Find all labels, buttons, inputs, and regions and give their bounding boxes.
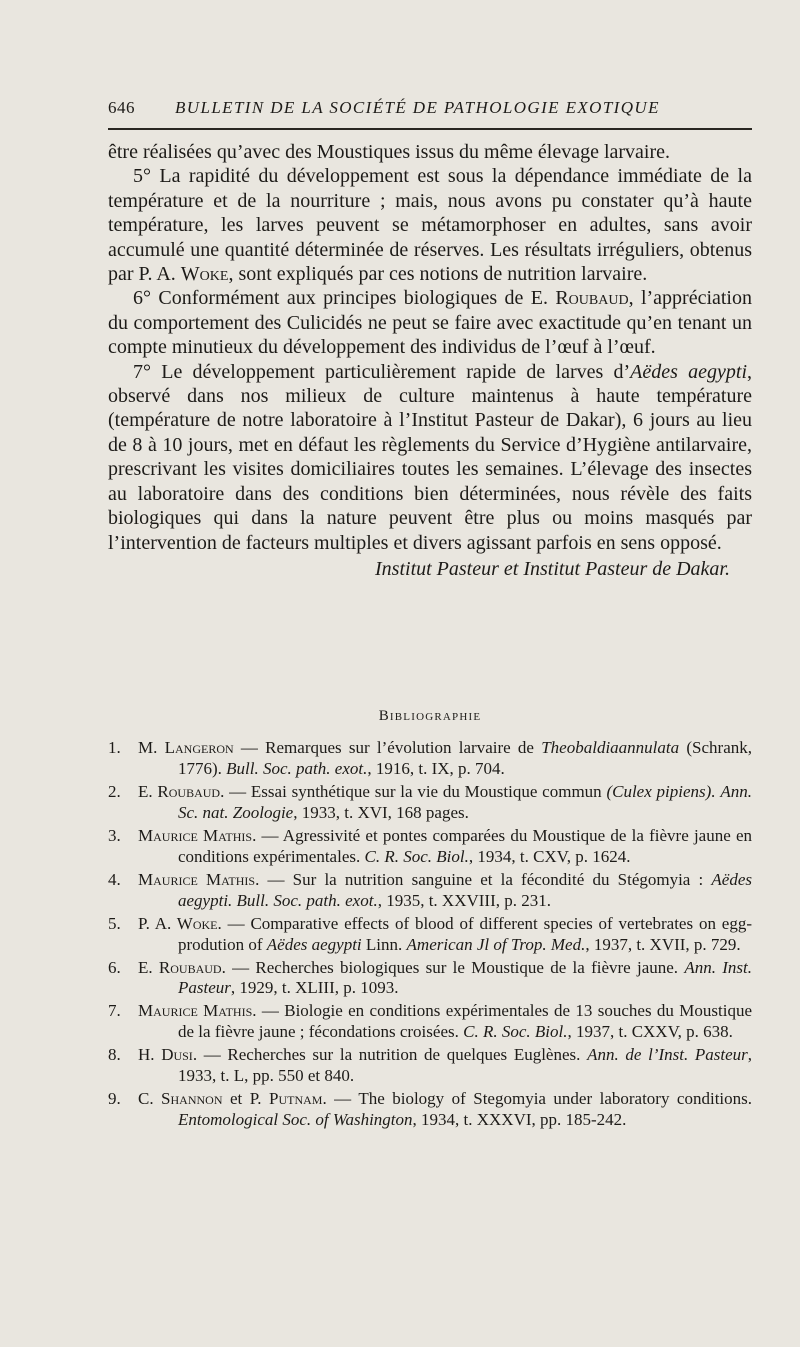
entry-text (138, 1001, 752, 1043)
entry-number: 7. (108, 1001, 121, 1021)
entry-number: 1. (108, 738, 121, 757)
entry-text (138, 1045, 752, 1087)
affiliation-signature: Institut Pasteur et Institut Pasteur de Dakar. (375, 557, 730, 580)
entry-source: Entomological Soc. of Washington (178, 1110, 413, 1130)
entry-author: Maurice Mathis (138, 1001, 253, 1021)
paragraph-7: 7° Le développement particulièrement rapide de larves d’Aëdes aegypti, observé dans nos milieux de culture maintenus à haute température (température de notre laboratoire à l’Institut Pasteur de Dakar), 6 jours au lieu de 8 à 10 jours, met en défaut les règlements du Service d’Hygiène antilarvaire, prescrivant les visites domiciliaires toutes les semaines. L’élevage des insectes au laboratoire dans des conditions bien déterminées, nous révèle des faits biologiques qui dans la nature peuvent être plus ou moins masqués par l’intervention de facteurs multiples et divers agissant parfois en sens opposé. (108, 360, 753, 554)
entry-fragment: , 1937, t. CXXV, p. 638. (567, 1022, 733, 1042)
entry-source: Ann. Inst. Pasteur (178, 957, 752, 998)
header-rule (108, 128, 752, 130)
entry-fragment: , 1934, t. CXV, p. 1624. (468, 846, 631, 866)
entry-source: C. R. Soc. Biol. (463, 1022, 568, 1042)
entry-fragment: Putnam (269, 1089, 323, 1109)
entry-number: 6. (108, 957, 121, 977)
bibliography-entry (108, 870, 752, 912)
entry-source: Bull. Soc. path. exot. (226, 758, 368, 778)
entry-fragment: , 1933, t. L, pp. 550 et 840. (178, 1045, 753, 1086)
bibliography-entry (108, 1045, 752, 1087)
running-header (108, 98, 752, 120)
entry-fragment: (Schrank, 1776). (178, 738, 752, 778)
entry-number: 2. (108, 781, 121, 801)
entry-author: Maurice Mathis (138, 869, 256, 889)
entry-text (138, 914, 752, 956)
entry-source: Ann. de l’Inst. Pasteur (587, 1045, 748, 1065)
bibliography-title: Bibliographie (378, 708, 482, 724)
entry-text (138, 958, 752, 1000)
entry-number: 3. (108, 825, 121, 845)
entry-fragment: . — Recherches biologiques sur le Moustique de la fièvre jaune. (221, 957, 685, 977)
entry-fragment: . — Sur la nutrition sanguine et la fécondité du Stégomyia : (255, 869, 712, 889)
entry-fragment: . — Recherches sur la nutrition de quelques Euglènes. (192, 1045, 588, 1065)
entry-author: H. Dusi (138, 1045, 193, 1065)
entry-fragment: . — The biology of Stegomyia under laboratory conditions. (322, 1089, 753, 1109)
entry-fragment: . — Biologie en conditions expérimentales de 13 souches du Moustique de la fièvre jaune ; fécondations croisées. (178, 1001, 752, 1042)
entry-fragment: , 1937, t. XVII, p. 729. (585, 934, 741, 954)
entry-source: American Jl of Trop. Med. (406, 934, 586, 954)
entry-source: Theobaldia (541, 738, 619, 757)
entry-fragment: , 1929, t. XLIII, p. 1093. (230, 978, 399, 998)
entry-author: Maurice Mathis (138, 825, 253, 845)
entry-fragment: . — Comparative effects of blood of different species of vertebrates on egg-prodution of (178, 913, 752, 954)
author-name: Roubaud (555, 287, 629, 310)
entry-text (138, 826, 752, 868)
journal-title: BULLETIN DE LA SOCIÉTÉ DE PATHOLOGIE EXOTIQUE (175, 98, 660, 117)
bibliography-entry (108, 958, 752, 1000)
bibliography-entry (108, 914, 752, 956)
bibliography-entry (108, 782, 752, 824)
entry-author: E. Roubaud (138, 781, 221, 801)
entry-fragment: , 1934, t. XXXVI, pp. 185-242. (412, 1110, 627, 1130)
bibliography-entry (108, 1001, 752, 1043)
entry-source: C. R. Soc. Biol. (364, 846, 469, 866)
entry-text (138, 870, 752, 912)
entry-fragment: , 1933, t. XVI, 168 pages. (293, 802, 469, 822)
entry-author: M. Langeron (138, 738, 234, 757)
entry-source: Ann. Sc. nat. Zoologie (178, 781, 752, 822)
entry-number: 9. (108, 1089, 121, 1109)
entry-source: Aëdes aegypti (266, 934, 362, 954)
entry-source: annulata (618, 738, 680, 757)
entry-source: (Culex pipiens). (606, 781, 716, 801)
bibliography-list (108, 738, 752, 1133)
entry-text (138, 1089, 752, 1131)
entry-author: P. A. Woke (138, 913, 218, 933)
entry-fragment: . — Essai synthétique sur la vie du Moustique commun (220, 781, 607, 801)
entry-text (138, 738, 752, 780)
entry-source: Aëdes aegypti. Bull. Soc. path. exot. (178, 869, 752, 910)
entry-text (138, 782, 752, 824)
entry-fragment: — Remarques sur l’évolution larvaire de (233, 738, 542, 757)
bibliography-entry (108, 738, 752, 780)
article-body (108, 140, 752, 581)
entry-fragment: et P. (222, 1089, 269, 1109)
entry-fragment: . — Agressivité et pontes comparées du Moustique de la fièvre jaune en conditions expérimentales. (178, 825, 752, 866)
entry-fragment: , 1935, t. XXVIII, p. 231. (377, 890, 551, 910)
paragraph-continuation: être réalisées qu’avec des Moustiques issus du même élevage larvaire. (108, 141, 671, 163)
bibliography-entry (108, 1089, 752, 1131)
entry-fragment: , 1916, t. IX, p. 704. (367, 758, 505, 778)
entry-fragment: Linn. (361, 934, 407, 954)
page-number: 646 (108, 98, 135, 117)
entry-number: 5. (108, 913, 121, 933)
paragraph-5: 5° La rapidité du développement est sous la dépendance immédiate de la température et de la nourriture ; mais, nous avons pu constater qu’à haute température, les larves peuvent se métamorphoser en adultes, sans avoir accumulé une quantité déterminée de réserves. Les résultats irréguliers, obtenus par P. A. Woke, sont expliqués par ces notions de nutrition larvaire. (108, 165, 752, 286)
species-name: Aëdes aegypti (630, 360, 748, 383)
entry-author: E. Roubaud (138, 957, 222, 977)
entry-number: 4. (108, 869, 121, 889)
entry-number: 8. (108, 1045, 121, 1065)
bibliography-entry (108, 826, 752, 868)
author-name: Woke (180, 263, 229, 286)
entry-author: C. Shannon (138, 1089, 223, 1109)
paragraph-6: 6° Conformément aux principes biologiques de E. Roubaud, l’appréciation du comportement des Culicidés ne peut se faire avec exactitude qu’en tenant un compte minutieux du développement des individus de l’œuf à l’œuf. (108, 287, 752, 359)
